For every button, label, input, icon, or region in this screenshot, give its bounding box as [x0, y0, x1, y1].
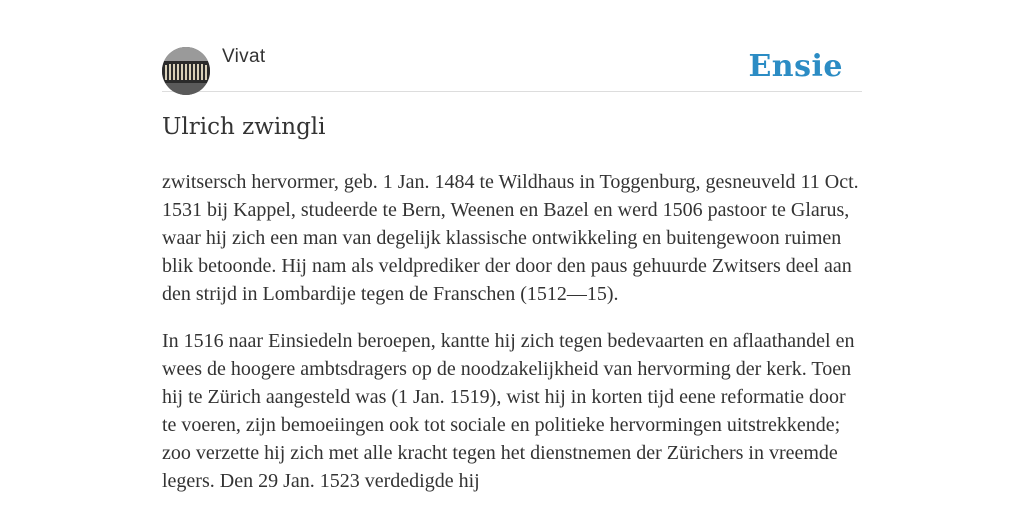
archive-shelves-icon — [162, 47, 210, 95]
paragraph: zwitsersch hervormer, geb. 1 Jan. 1484 te Wildhaus in Toggenburg, gesneuveld 11 Oct. 1531 bij Kappel, studeerde te Bern, Weenen en Bazel en werd 1506 pastoor te Glarus, waar hij zich een man van degelijk klassische ontwikkeling en buitengewoon ruimen blik betoonde. Hij nam als veldprediker der door den paus gehuurde Zwitsers deel aan den strijd in Lombardije tegen de Franschen (1512—15). — [162, 171, 859, 305]
paragraph: In 1516 naar Einsiedeln beroepen, kantte hij zich tegen bedevaarten en aflaathandel en wees de hoogere ambtsdragers op de noodzakelijkheid van hervorming der kerk. Toen hij te Zürich aangesteld was (1 Jan. 1519), wist hij in korten tijd eene reformatie door te voeren, zijn bemoeiingen ook tot sociale en politieke hervormingen uitstrekkende; zoo verzette hij zich met alle kracht tegen het dienstnemen der Zürichers in vreemde legers. Den 29 Jan. 1523 verdedigde hij — [162, 330, 855, 492]
ensie-logo[interactable]: Ensie — [748, 49, 843, 84]
article-page — [162, 0, 862, 512]
author-avatar[interactable] — [162, 47, 210, 95]
author-name[interactable]: Vivat — [222, 46, 266, 67]
header — [162, 0, 862, 92]
article-body — [162, 168, 862, 512]
page-title: Ulrich zwingli — [162, 114, 326, 140]
